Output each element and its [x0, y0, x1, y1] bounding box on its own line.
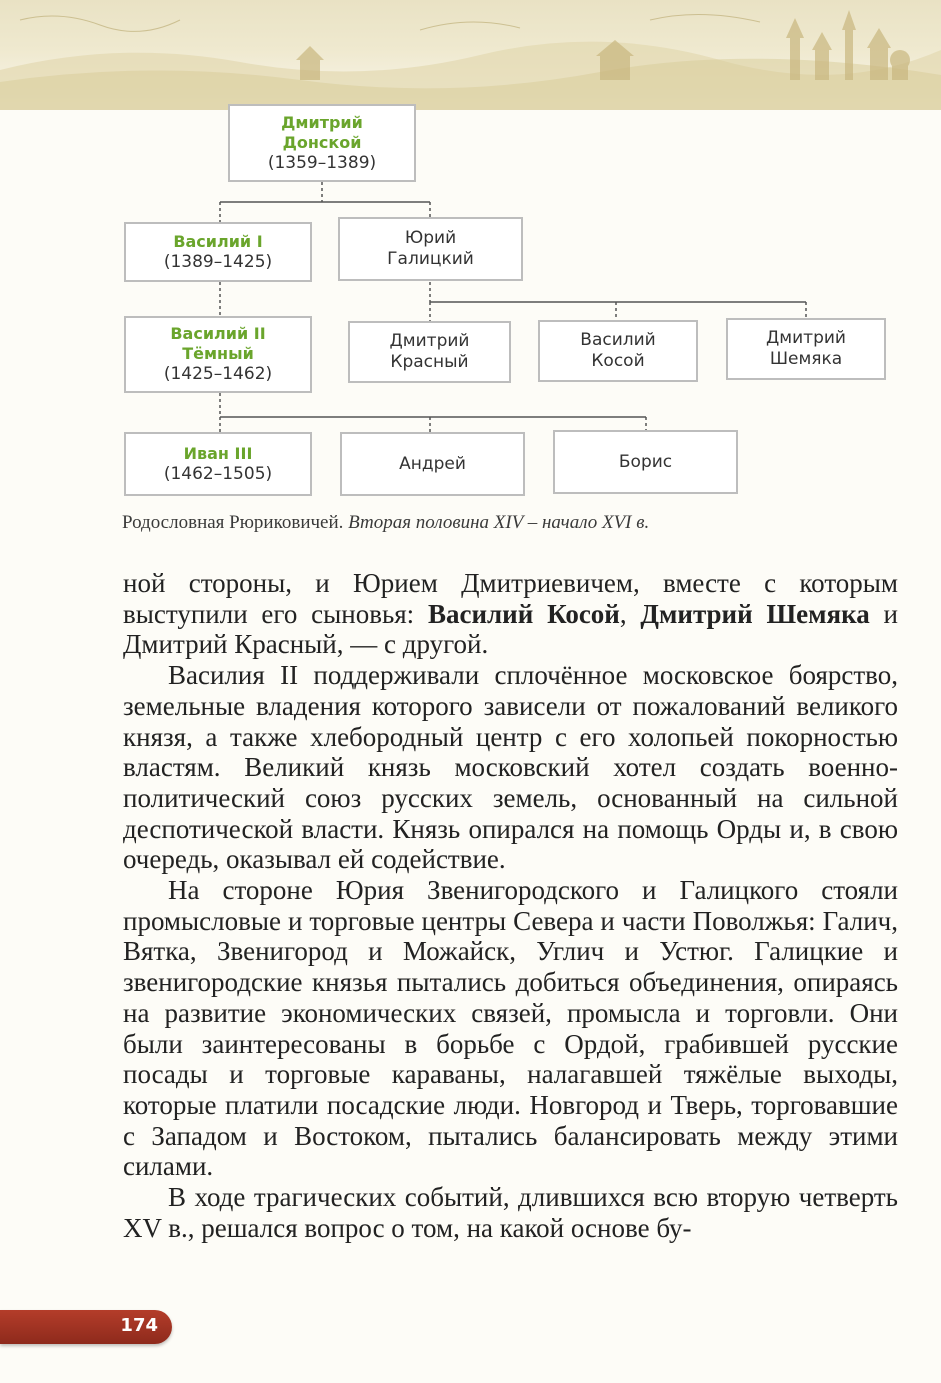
person-yury-galitsky [338, 217, 523, 281]
figure-caption [122, 512, 882, 534]
person-name: Василий [580, 330, 656, 350]
body-text [123, 568, 898, 1243]
person-vasily-1 [124, 222, 312, 282]
person-vasily-kosoy [538, 320, 698, 382]
text-span: , [619, 598, 641, 629]
text-span: ной стороны, и Юрием Дмитриевичем, вместе с которым выступили его сыновья: [123, 568, 898, 629]
person-name: Иван III [183, 443, 253, 463]
person-name: Красный [390, 352, 469, 372]
bold-name: Дмитрий Шемяка [640, 598, 870, 629]
person-name: Дмитрий [281, 112, 363, 132]
person-name: Борис [618, 451, 673, 472]
person-dmitry-krasny [348, 321, 511, 383]
person-name: Косой [591, 351, 645, 371]
person-name: Василий I [173, 231, 263, 251]
person-name: Юрий [404, 228, 457, 248]
caption-italic: Вторая половина XIV – начало XVI в. [348, 512, 650, 533]
person-years: (1359–1389) [267, 152, 377, 173]
person-name: Донской [282, 132, 362, 152]
person-dmitry-donskoy [228, 104, 416, 182]
person-years: (1389–1425) [163, 251, 273, 272]
page-number: 174 [120, 1315, 158, 1336]
paragraph-3: На стороне Юрия Звенигородского и Галицкого стояли промысловые и торговые центры Севера и части Поволжья: Галич, Вятка, Звенигород и Можайск, Углич и Устюг. Галицкие и звенигородские князья пытались добиться объединения, опираясь на развитие экономических связей, промысла и торговли. Они были заинтересованы в борьбе с Ордой, грабившей русские посады и торговые караваны, налагавшей тяжёлые выходы, которые платили посадские люди. Новгород и Тверь, торговавшие с Западом и Востоком, пытались балансировать между этими силами. [123, 875, 898, 1182]
person-name: Тёмный [182, 344, 254, 363]
person-name: Василий II [170, 324, 266, 343]
bold-name: Василий Косой [427, 598, 620, 629]
page-number-tab [0, 1310, 172, 1344]
person-name: Дмитрий [766, 328, 846, 348]
caption-main: Родословная Рюриковичей. [122, 512, 344, 533]
paragraph-4: В ходе трагических событий, длившихся всю вторую четверть XV в., решался вопрос о том, на какой основе бу- [123, 1182, 898, 1243]
person-name: Шемяка [769, 349, 843, 369]
person-vasily-2 [124, 316, 312, 393]
text-span: и Дмитрий Красный, — с другой. [123, 598, 898, 660]
person-name: Галицкий [387, 249, 474, 269]
person-years: (1425–1462) [163, 364, 273, 384]
person-dmitry-shemyaka [726, 318, 886, 380]
person-andrey [340, 432, 525, 496]
paragraph-1 [123, 568, 898, 660]
person-ivan-3 [124, 432, 312, 496]
paragraph-2: Василия II поддерживали сплочённое московское боярство, земельные владения которого зависели от пожалований великого князя, а также хлебородный центр с его холопьей покорностью властям. Великий князь московский хотел создать военно-политический союз русских земель, основанный на сильной деспотической власти. Князь опирался на помощь Орды и, в свою очередь, оказывал ей содействие. [123, 660, 898, 875]
person-name: Дмитрий [389, 331, 470, 351]
person-boris [553, 430, 738, 494]
person-years: (1462–1505) [163, 463, 273, 484]
person-name: Андрей [399, 453, 466, 474]
